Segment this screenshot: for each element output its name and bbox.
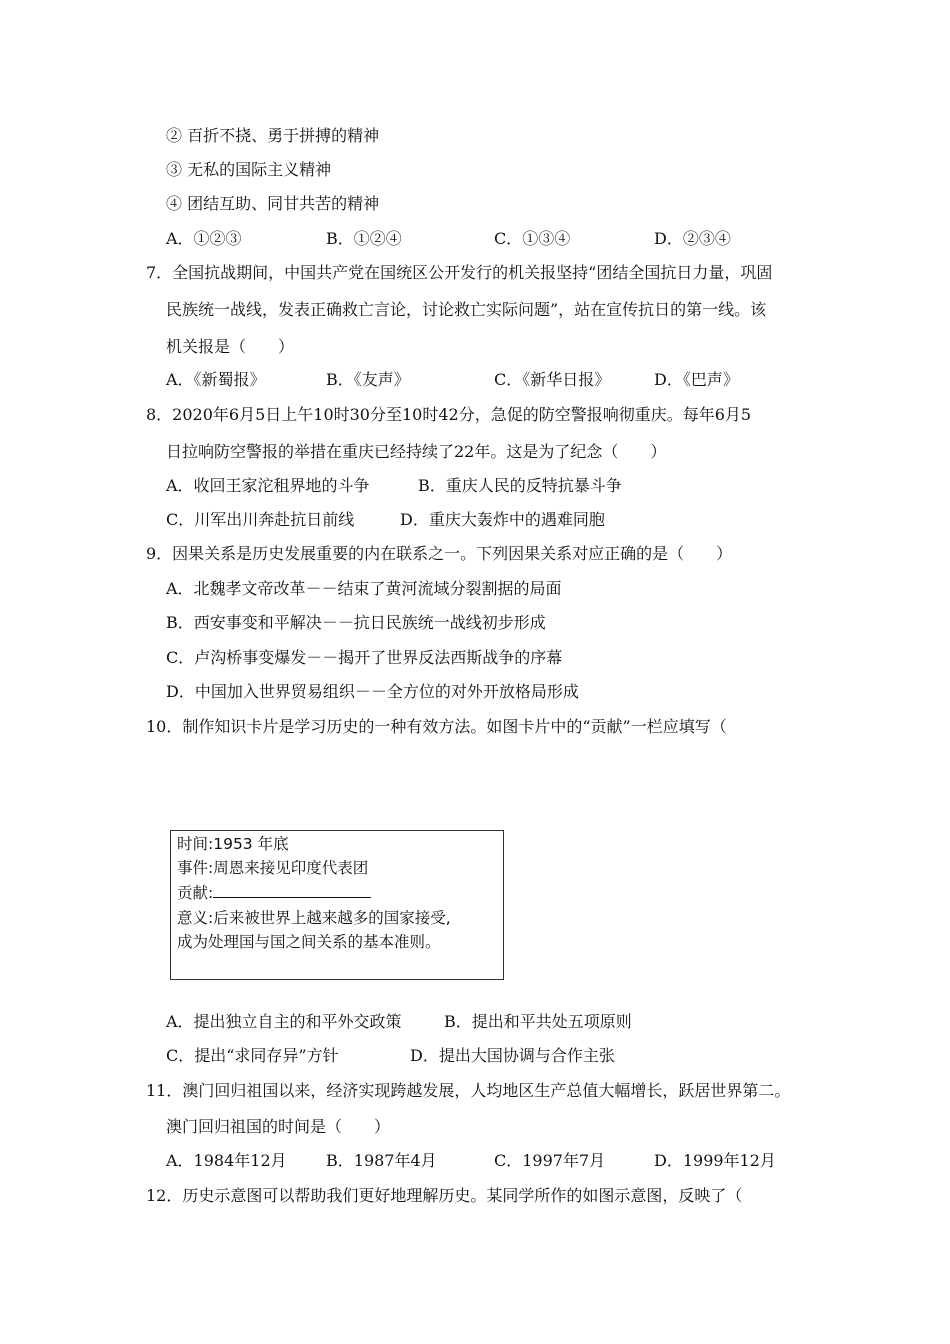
q10-option-d[interactable]: D．提出大国协调与合作主张 (410, 1046, 615, 1065)
q10-option-a[interactable]: A．提出独立自主的和平外交政策 (166, 1012, 402, 1031)
q11-stem-line-2: 澳门回归祖国的时间是（ ） (166, 1117, 391, 1136)
q11-option-a[interactable]: A．1984年12月 (166, 1151, 287, 1170)
q7-option-d[interactable]: D．《巴声》 (654, 370, 739, 389)
q8-option-d[interactable]: D．重庆大轰炸中的遇难同胞 (400, 510, 605, 529)
q11-option-c[interactable]: C．1997年7月 (494, 1151, 606, 1170)
knowledge-card (170, 830, 504, 980)
q6-option-b[interactable]: B．①②④ (326, 229, 402, 248)
q7-option-c[interactable]: C．《新华日报》 (494, 370, 611, 389)
card-event: 事件:周恩来接见印度代表团 (177, 859, 369, 877)
q10-option-b[interactable]: B．提出和平共处五项原则 (444, 1012, 632, 1031)
q7-stem-line-2: 民族统一战线，发表正确救亡言论，讨论救亡实际问题”，站在宣传抗日的第一线。该 (166, 300, 767, 319)
card-contribution-blank (213, 883, 371, 898)
q11-stem-line-1: 11．澳门回归祖国以来，经济实现跨越发展，人均地区生产总值大幅增长，跃居世界第二。 (146, 1081, 791, 1100)
q6-option-a[interactable]: A．①②③ (166, 229, 242, 248)
card-contribution-row (177, 883, 371, 903)
q10-option-c[interactable]: C．提出“求同存异”方针 (166, 1046, 339, 1065)
q11-option-d[interactable]: D．1999年12月 (654, 1151, 776, 1170)
q8-option-b[interactable]: B．重庆人民的反特抗暴斗争 (418, 476, 622, 495)
q10-stem: 10．制作知识卡片是学习历史的一种有效方法。如图卡片中的“贡献”一栏应填写（ (146, 717, 727, 736)
q11-option-b[interactable]: B．1987年4月 (326, 1151, 437, 1170)
card-time: 时间:1953 年底 (177, 835, 289, 853)
q6-statement-4: ④ 团结互助、同甘共苦的精神 (166, 194, 380, 213)
q7-stem-line-3: 机关报是（ ） (166, 337, 295, 356)
q6-option-c[interactable]: C．①③④ (494, 229, 571, 248)
q8-option-a[interactable]: A．收回王家沱租界地的斗争 (166, 476, 370, 495)
q7-option-b[interactable]: B．《友声》 (326, 370, 410, 389)
q9-option-c[interactable]: C．卢沟桥事变爆发－－揭开了世界反法西斯战争的序幕 (166, 648, 563, 667)
q6-statement-3: ③ 无私的国际主义精神 (166, 160, 332, 179)
q6-option-d[interactable]: D．②③④ (654, 229, 731, 248)
q9-option-b[interactable]: B．西安事变和平解决－－抗日民族统一战线初步形成 (166, 613, 546, 632)
card-contribution-label: 贡献: (177, 884, 214, 902)
q7-option-a[interactable]: A．《新蜀报》 (166, 370, 266, 389)
q9-option-d[interactable]: D．中国加入世界贸易组织－－全方位的对外开放格局形成 (166, 682, 579, 701)
card-meaning-line-2: 成为处理国与国之间关系的基本准则。 (177, 933, 441, 951)
q9-option-a[interactable]: A．北魏孝文帝改革－－结束了黄河流域分裂割据的局面 (166, 579, 562, 598)
q6-statement-2: ② 百折不挠、勇于拼搏的精神 (166, 126, 380, 145)
card-meaning-line-1: 意义:后来被世界上越来越多的国家接受, (177, 909, 451, 927)
q9-stem: 9．因果关系是历史发展重要的内在联系之一。下列因果关系对应正确的是（ ） (146, 544, 733, 563)
q8-option-c[interactable]: C．川军出川奔赴抗日前线 (166, 510, 355, 529)
q8-stem-line-2: 日拉响防空警报的举措在重庆已经持续了22年。这是为了纪念（ ） (166, 442, 667, 461)
q7-stem-line-1: 7．全国抗战期间，中国共产党在国统区公开发行的机关报坚持“团结全国抗日力量，巩固 (146, 263, 773, 282)
q8-stem-line-1: 8．2020年6月5日上午10时30分至10时42分，急促的防空警报响彻重庆。每年6月5 (146, 405, 752, 424)
q12-stem: 12．历史示意图可以帮助我们更好地理解历史。某同学所作的如图示意图，反映了（ (146, 1186, 743, 1205)
